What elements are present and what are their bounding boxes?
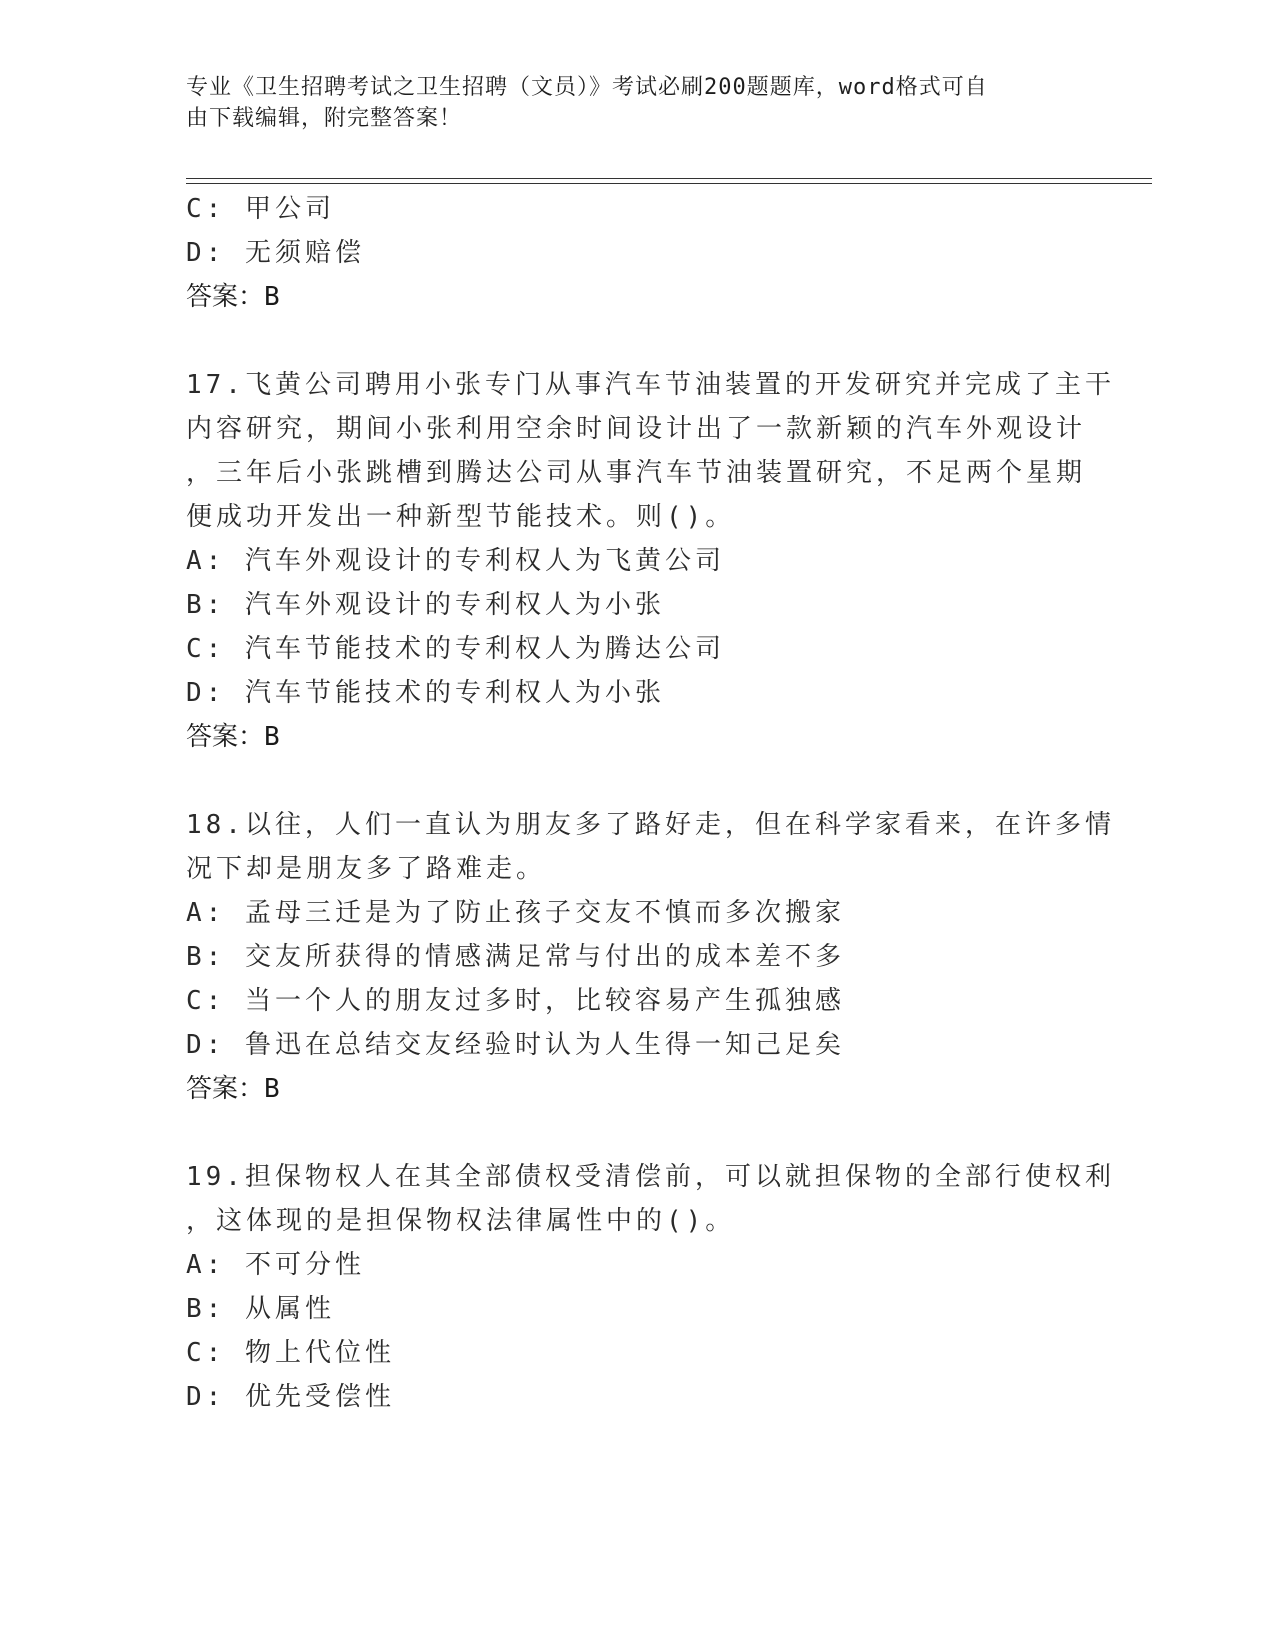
q18-stem-line-1: 18.以往，人们一直认为朋友多了路好走，但在科学家看来，在许多情 (186, 810, 1115, 840)
q19-option-a: A: 不可分性 (186, 1250, 365, 1280)
q17-option-c: C: 汽车节能技术的专利权人为腾达公司 (186, 634, 725, 664)
q19-stem-line-1: 19.担保物权人在其全部债权受清偿前，可以就担保物的全部行使权利 (186, 1162, 1115, 1192)
q18-option-c: C: 当一个人的朋友过多时，比较容易产生孤独感 (186, 986, 845, 1016)
q18-option-a: A: 孟母三迁是为了防止孩子交友不慎而多次搬家 (186, 898, 845, 928)
header-line-2: 由下载编辑，附完整答案！ (186, 106, 463, 131)
q18-answer: 答案：B (186, 1074, 280, 1104)
q19-option-b: B: 从属性 (186, 1294, 335, 1324)
q18-option-d: D: 鲁迅在总结交友经验时认为人生得一知己足矣 (186, 1030, 845, 1060)
q17-stem-line-4: 便成功开发出一种新型节能技术。则()。 (186, 502, 736, 532)
q18-stem-line-2: 况下却是朋友多了路难走。 (186, 854, 547, 884)
header-divider-top (186, 178, 1152, 179)
q17-answer: 答案：B (186, 722, 280, 752)
q17-stem-line-3: ，三年后小张跳槽到腾达公司从事汽车节油装置研究，不足两个星期 (186, 458, 1087, 488)
q17-option-a: A: 汽车外观设计的专利权人为飞黄公司 (186, 546, 725, 576)
q19-option-c: C: 物上代位性 (186, 1338, 395, 1368)
document-header (186, 72, 1066, 134)
q17-stem-line-2: 内容研究，期间小张利用空余时间设计出了一款新颖的汽车外观设计 (186, 414, 1087, 444)
q16-option-c: C: 甲公司 (186, 194, 335, 224)
q17-option-d: D: 汽车节能技术的专利权人为小张 (186, 678, 665, 708)
q19-stem-line-2: ，这体现的是担保物权法律属性中的()。 (186, 1206, 736, 1236)
q18-option-b: B: 交友所获得的情感满足常与付出的成本差不多 (186, 942, 845, 972)
q19-option-d: D: 优先受偿性 (186, 1382, 395, 1412)
q17-stem-line-1: 17.飞黄公司聘用小张专门从事汽车节油装置的开发研究并完成了主干 (186, 370, 1115, 400)
q16-option-d: D: 无须赔偿 (186, 238, 365, 268)
header-divider-bottom (186, 183, 1152, 184)
q17-option-b: B: 汽车外观设计的专利权人为小张 (186, 590, 665, 620)
q16-answer: 答案：B (186, 282, 280, 312)
header-line-1: 专业《卫生招聘考试之卫生招聘（文员）》考试必刷200题题库，word格式可自 (186, 75, 988, 100)
